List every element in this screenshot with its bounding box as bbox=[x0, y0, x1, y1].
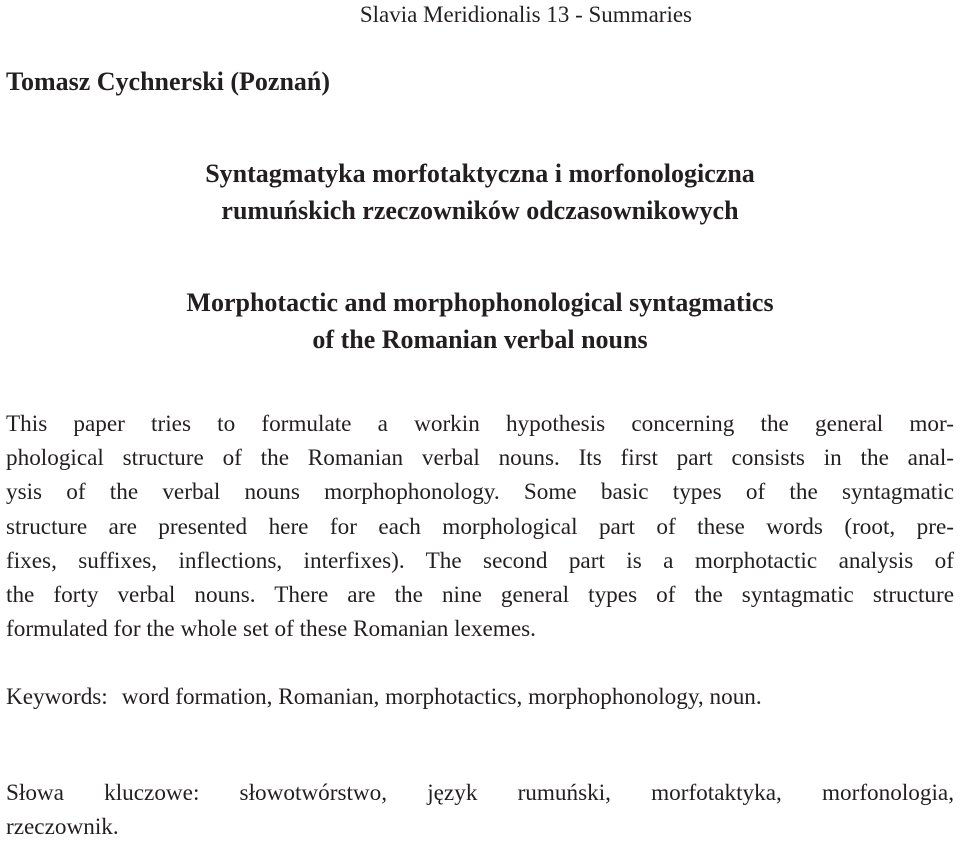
slowa-kluczowe bbox=[6, 776, 954, 844]
title-english-line-2: of the Romanian verbal nouns bbox=[312, 325, 648, 354]
abstract-line: structure are presented here for each morphological part of these words (root, pre- bbox=[6, 513, 954, 540]
abstract-line: This paper tries to formulate a workin hypothesis concerning the general mor- bbox=[6, 411, 954, 437]
abstract-line: phological structure of the Romanian verbal nouns. Its first part consists in the anal- bbox=[6, 445, 954, 472]
title-polish bbox=[0, 155, 960, 229]
keywords-value: word formation, Romanian, morphotactics, morphophonology, noun. bbox=[121, 684, 762, 710]
abstract-line: fixes, suffixes, inflections, interfixes). The second part is a morphotactic analysis of bbox=[6, 547, 954, 574]
slowa-kluczowe-line-2: rzeczownik. bbox=[6, 814, 119, 840]
keywords-label: Keywords: bbox=[6, 684, 108, 710]
title-english bbox=[0, 284, 960, 358]
abstract-line: ysis of the verbal nouns morphophonology. Some basic types of the syntagmatic bbox=[6, 479, 954, 506]
slowa-kluczowe-line-1: Słowa kluczowe: słowotwórstwo, język rumuński, morfotaktyka, morfonologia, bbox=[6, 780, 954, 806]
abstract-line: formulated for the whole set of these Romanian lexemes. bbox=[6, 616, 536, 643]
title-english-line-1: Morphotactic and morphophonological syntagmatics bbox=[186, 288, 774, 317]
running-header: Slavia Meridionalis 13 - Summaries bbox=[359, 2, 692, 27]
title-polish-line-2: rumuńskich rzeczowników odczasownikowych bbox=[221, 196, 739, 225]
title-polish-line-1: Syntagmatyka morfotaktyczna i morfonologiczna bbox=[205, 159, 755, 188]
author-name: Tomasz Cychnerski (Poznań) bbox=[6, 67, 331, 96]
abstract-line: the forty verbal nouns. There are the nine general types of the syntagmatic structure bbox=[6, 582, 954, 609]
keywords bbox=[6, 680, 954, 714]
abstract bbox=[6, 407, 954, 646]
